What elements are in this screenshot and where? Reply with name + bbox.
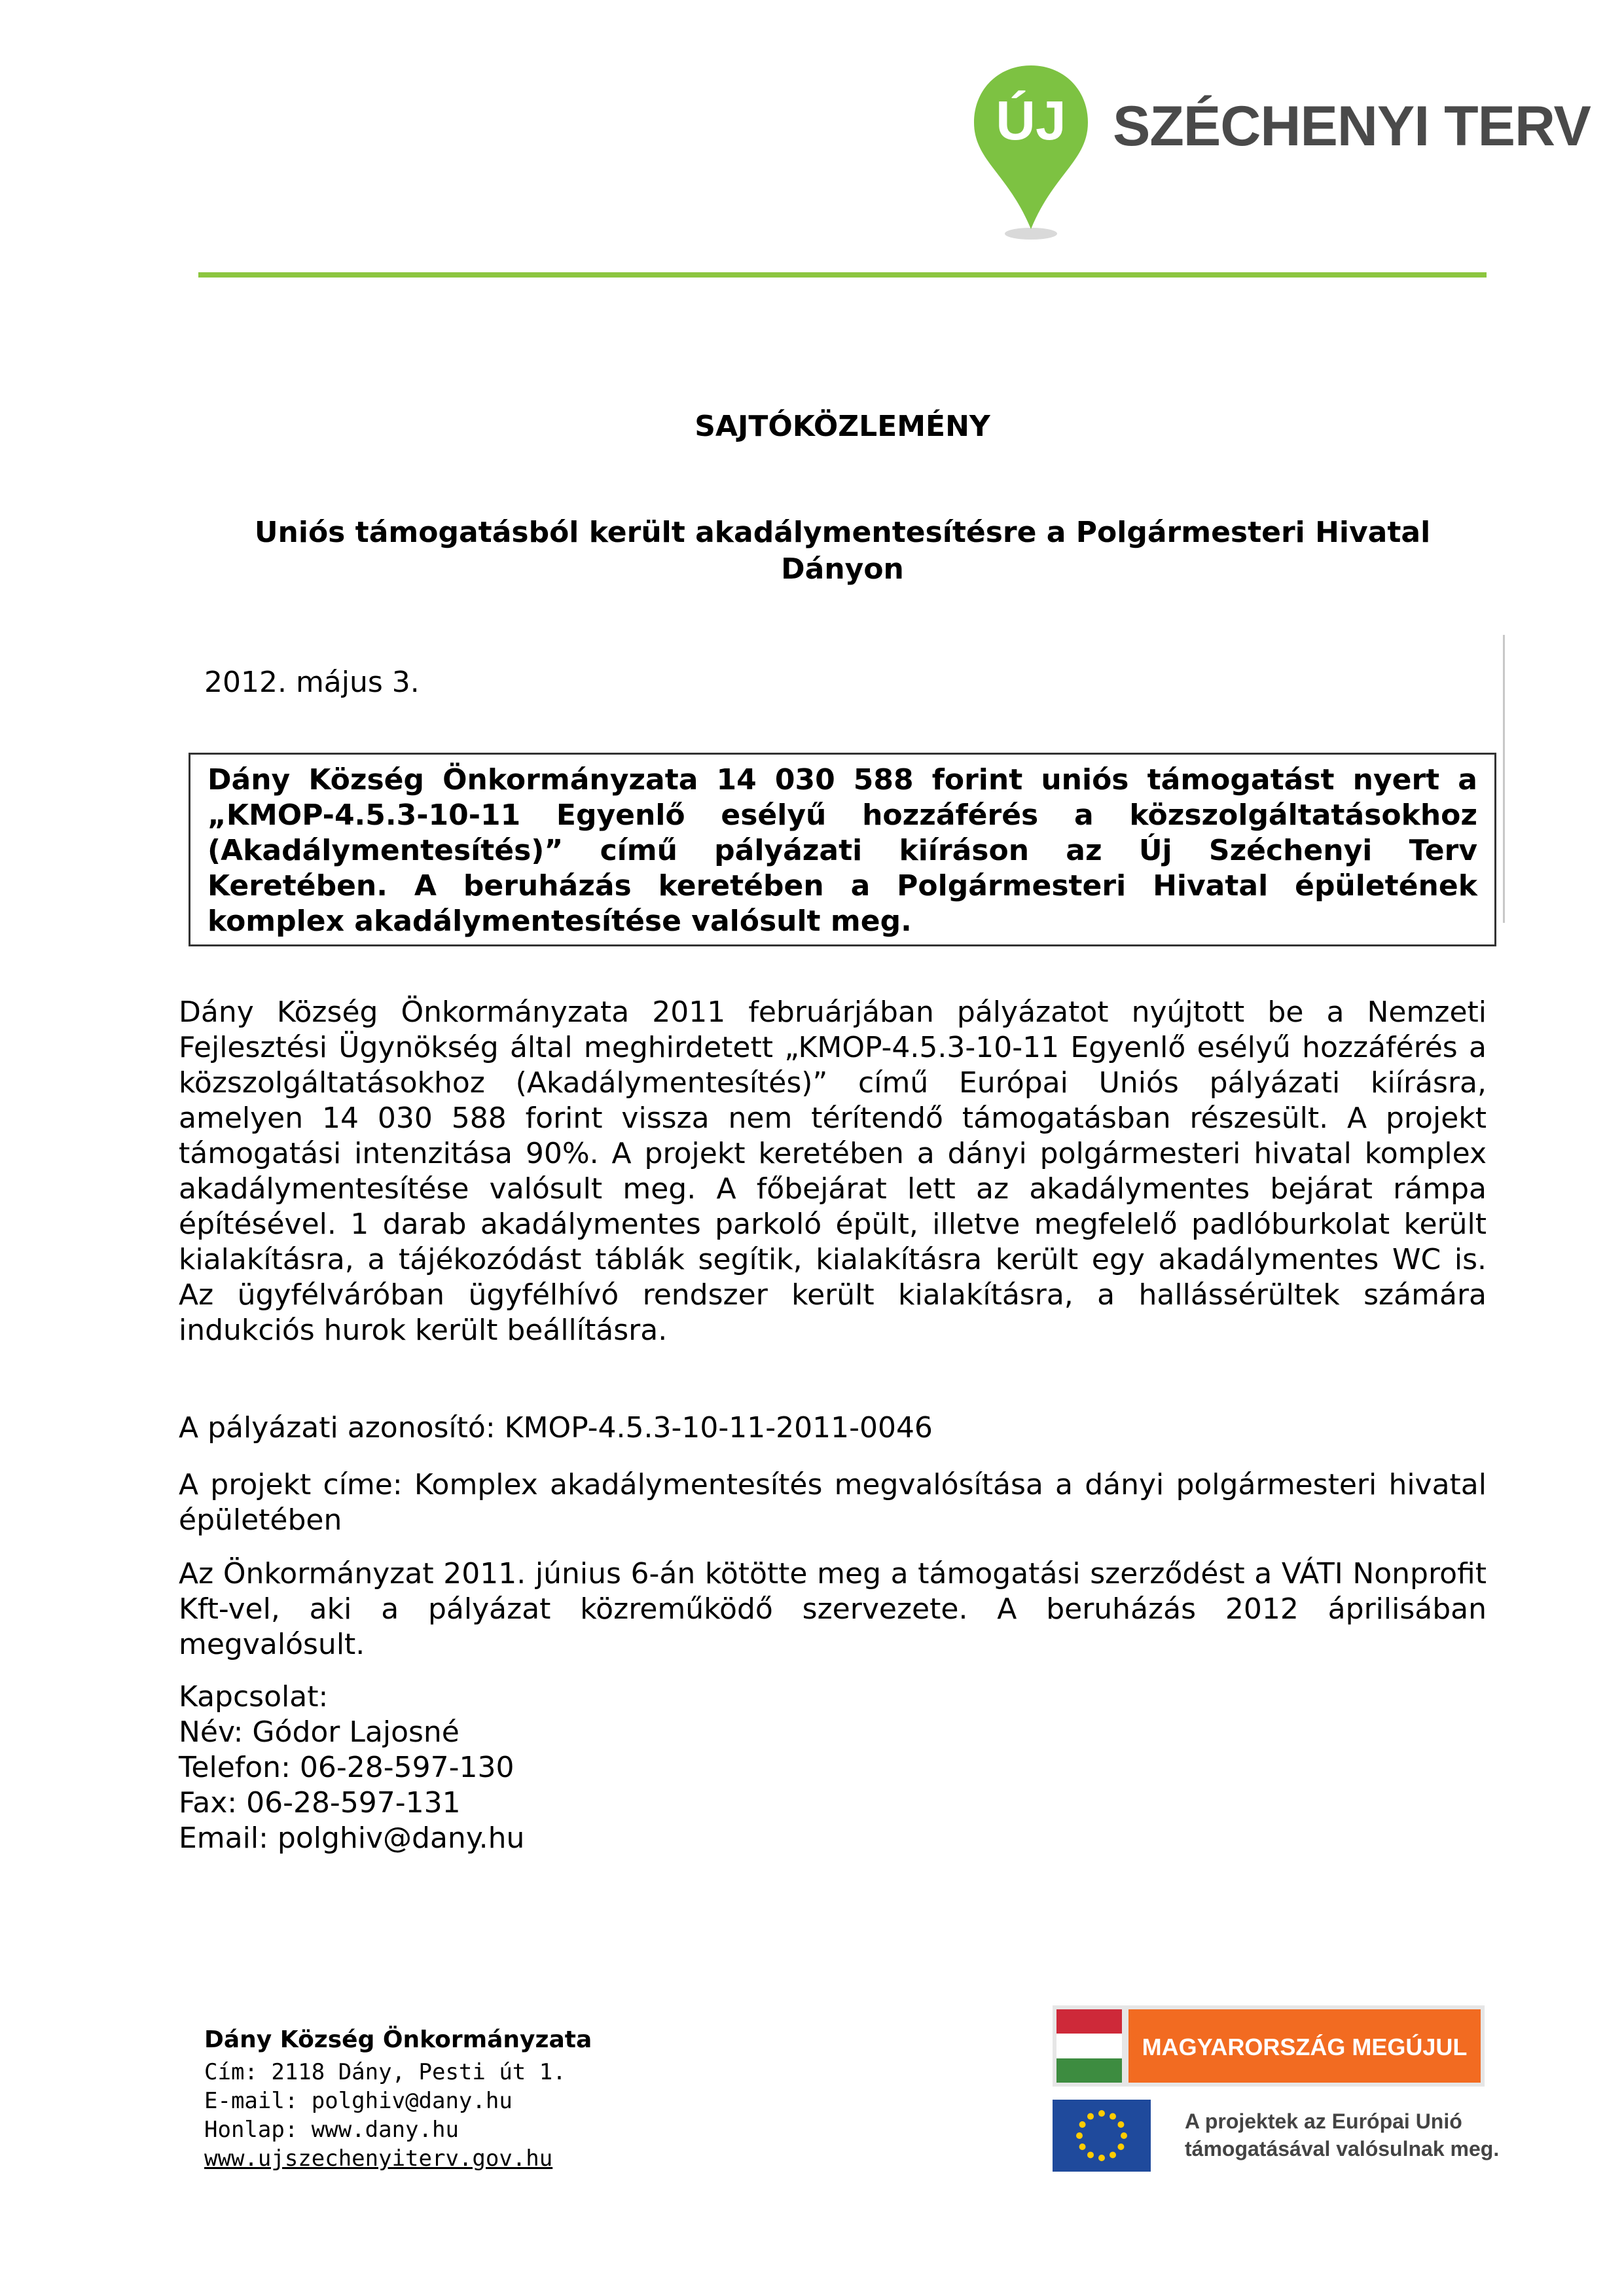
eu-star <box>1110 2113 1116 2120</box>
eu-star <box>1087 2113 1094 2120</box>
banner-text: MAGYARORSZÁG MEGÚJUL <box>1142 2034 1468 2060</box>
logo-wordmark: SZÉCHENYI TERV <box>1113 95 1591 158</box>
eu-text-line-1: A projektek az Európai Unió <box>1185 2109 1462 2133</box>
eu-star <box>1110 2151 1116 2158</box>
release-date: 2012. május 3. <box>204 666 420 699</box>
magyarorszag-megujul-banner <box>1053 2005 1485 2087</box>
eu-star <box>1098 2110 1105 2117</box>
document-subtitle <box>198 514 1487 588</box>
eu-star <box>1117 2144 1124 2150</box>
body-paragraph: Dány Község Önkormányzata 2011 februárjában pályázatot nyújtott be a Nemzeti Fejlesztési Ügynökség által meghirdetett „KMOP-4.5.3-10-11 Egyenlő esélyű hozzáférés a közszolgáltatásokhoz (Akadálymentesítés)” című Európai Uniós pályázati kiírásra, amelyen 14 030 588 forint vissza nem térítendő támogatásban részesült. A projekt támogatási intenzitása 90%. A projekt keretében a dányi polgármesteri hivatal komplex akadálymentesítése valósult meg. A főbejárat lett az akadálymentes bejárat rámpa építésével. 1 darab akadálymentes parkoló épült, illetve megfelelő padlóburkolat került kialakításra, a tájékozódást táblák segítik, kialakításra került egy akadálymentes WC is. Az ügyfélváróban ügyfélhívó rendszer került kialakításra, a hallássérültek számára indukciós hurok került beállításra. <box>179 996 1487 1347</box>
footer-org-name: Dány Község Önkormányzata <box>204 2026 592 2053</box>
footer-website: Honlap: www.dany.hu <box>204 2117 459 2143</box>
project-title: A projekt címe: Komplex akadálymentesítés megvalósítása a dányi polgármesteri hivatal épületében <box>179 1468 1487 1537</box>
logo-pin-text: ÚJ <box>996 90 1066 151</box>
contact-heading: Kapcsolat: <box>179 1680 329 1713</box>
uj-szechenyi-terv-logo-pin <box>969 62 1093 245</box>
lead-text: Dány Község Önkormányzata 14 030 588 forint uniós támogatást nyert a „KMOP-4.5.3-10-11 Egyenlő esélyű hozzáférés a közszolgáltatásokhoz (Akadálymentesítés)” című pályázati kiíráson az Új Széchenyi Terv Keretében. A beruházás keretében a Polgármesteri Hivatal épületének komplex akadálymentesítése valósult meg. <box>208 763 1477 938</box>
header-divider <box>198 272 1487 278</box>
eu-support-text <box>1185 2108 1499 2162</box>
lead-box <box>189 753 1496 946</box>
document-title: SAJTÓKÖZLEMÉNY <box>695 410 990 443</box>
contact-fax: Fax: 06-28-597-131 <box>179 1786 461 1820</box>
eu-star <box>1121 2132 1127 2139</box>
footer-address: Cím: 2118 Dány, Pesti út 1. <box>204 2059 566 2085</box>
contact-phone: Telefon: 06-28-597-130 <box>179 1751 514 1784</box>
subtitle-line-1: Uniós támogatásból került akadálymentesítésre a Polgármesteri Hivatal <box>254 516 1431 549</box>
eu-star <box>1079 2121 1086 2128</box>
contact-email: Email: polghiv@dany.hu <box>179 1821 525 1855</box>
contact-block <box>179 1679 524 1856</box>
subtitle-line-2: Dányon <box>781 552 904 586</box>
project-id: A pályázati azonosító: KMOP-4.5.3-10-11-2011-0046 <box>179 1411 933 1444</box>
eu-star <box>1087 2151 1094 2158</box>
eu-star <box>1117 2121 1124 2128</box>
eu-star <box>1079 2144 1086 2150</box>
eu-star <box>1098 2155 1105 2161</box>
eu-flag-icon <box>1053 2100 1151 2172</box>
eu-star <box>1076 2132 1083 2139</box>
eu-text-line-2: támogatásával valósulnak meg. <box>1185 2137 1500 2161</box>
contract-paragraph: Az Önkormányzat 2011. június 6-án kötötte meg a támogatási szerződést a VÁTI Nonprofit Kft-vel, aki a pályázat közreműködő szervezete. A beruházás 2012 áprilisában megvalósult. <box>179 1557 1487 1661</box>
margin-line <box>1503 635 1505 923</box>
footer-email: E-mail: polghiv@dany.hu <box>204 2088 513 2114</box>
contact-name: Név: Gódor Lajosné <box>179 1715 460 1749</box>
footer-link[interactable]: www.ujszechenyiterv.gov.hu <box>204 2145 553 2172</box>
